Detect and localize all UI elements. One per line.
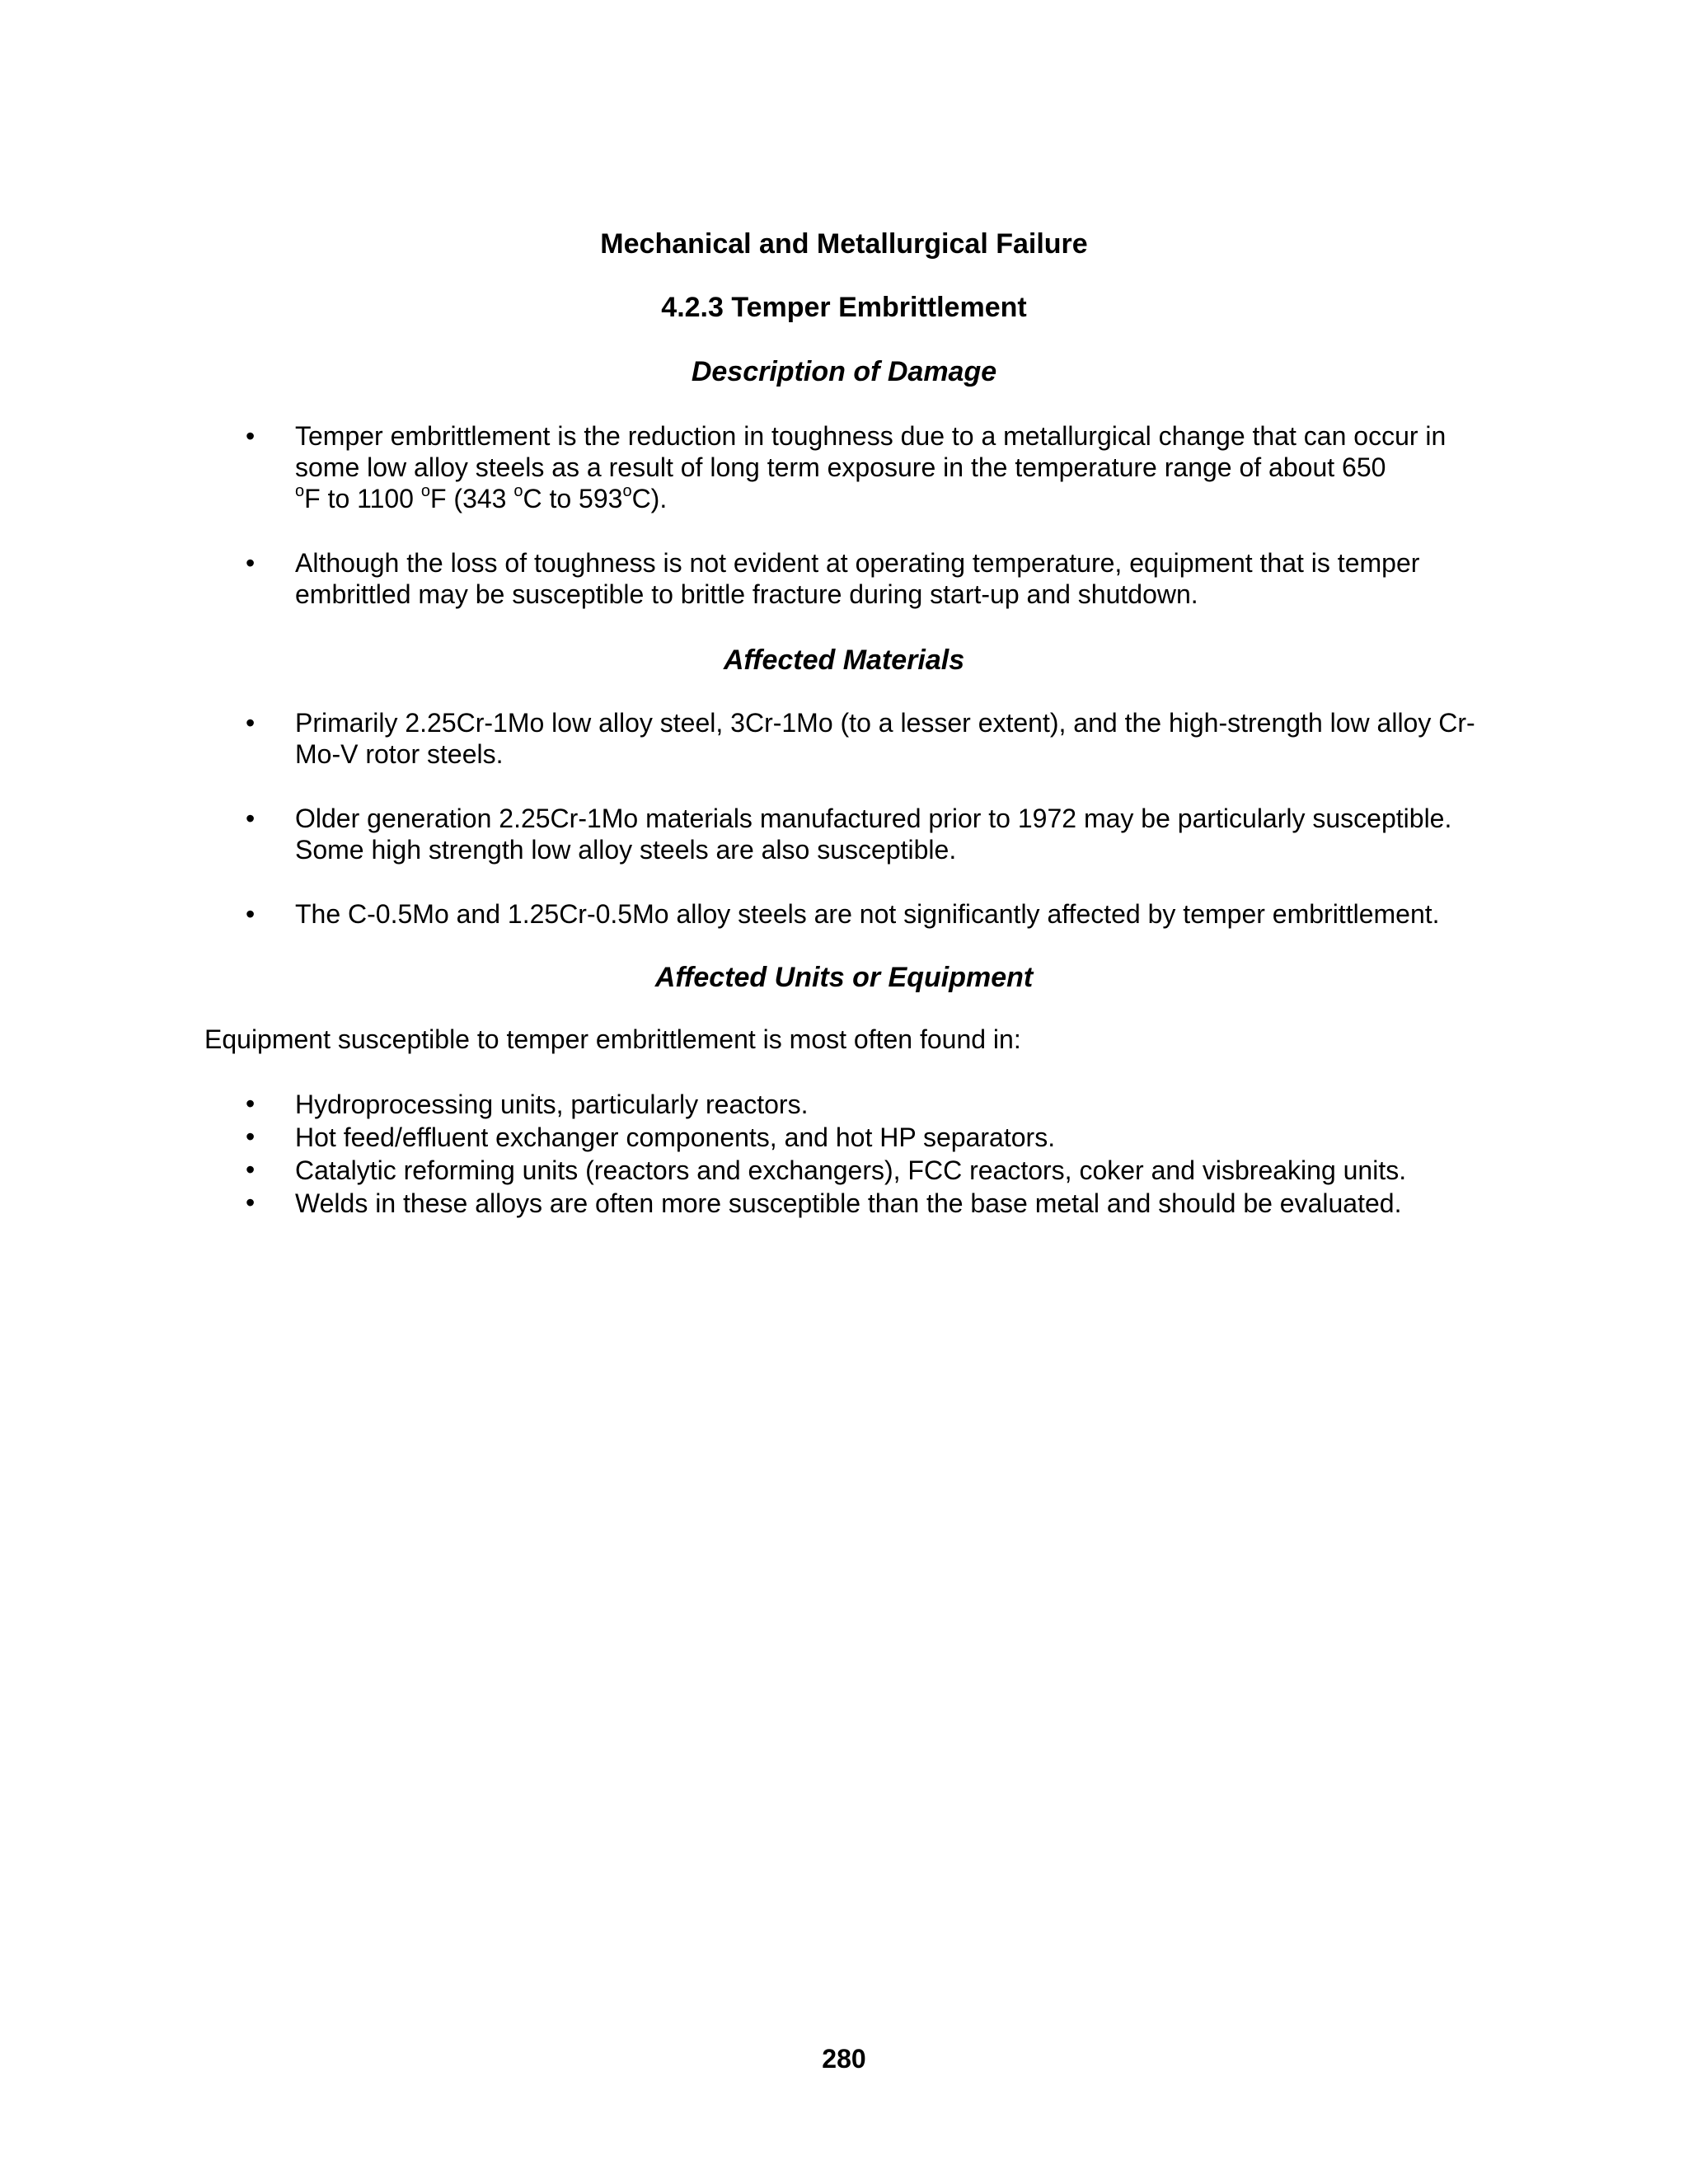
list-item [204, 1088, 1490, 1121]
bullet-text: Older generation 2.25Cr-1Mo materials manufactured prior to 1972 may be particularly susceptible. Some high strength low alloy steels are also susceptible. [295, 804, 1452, 865]
list-item [204, 420, 1490, 514]
bullet-text: Hot feed/effluent exchanger components, and hot HP separators. [295, 1122, 1056, 1152]
page-number: 280 [822, 2044, 866, 2074]
subheading-affected-materials: Affected Materials [723, 644, 965, 676]
degree-superscript: o [295, 482, 305, 500]
bullet-icon: • [246, 1089, 256, 1118]
bullet-icon: • [246, 804, 256, 833]
bullet-text: Although the loss of toughness is not evident at operating temperature, equipment that is temper embrittled may be susceptible to brittle fracture during start-up and shutdown. [295, 548, 1420, 609]
bullet-text: Primarily 2.25Cr-1Mo low alloy steel, 3Cr-1Mo (to a lesser extent), and the high-strength low alloy Cr- Mo-V rotor steels. [295, 708, 1475, 769]
bullet-icon: • [246, 708, 256, 738]
list-item [204, 1121, 1490, 1154]
equipment-intro-text: Equipment susceptible to temper embrittlement is most often found in: [204, 1024, 1021, 1054]
degree-superscript: o [622, 482, 632, 500]
text-segment: Temper embrittlement is the reduction in toughness due to a metallurgical change that can occur in some low alloy steels as a result of long term exposure in the temperature range of about 650 [295, 421, 1447, 482]
chapter-title: Mechanical and Metallurgical Failure [600, 228, 1088, 260]
bullet-text: Catalytic reforming units (reactors and exchangers), FCC reactors, coker and visbreaking units. [295, 1155, 1407, 1185]
subheading-description-of-damage: Description of Damage [691, 356, 997, 387]
bullet-text [295, 420, 1490, 514]
bullet-text: Hydroprocessing units, particularly reactors. [295, 1090, 809, 1119]
bullet-icon: • [246, 899, 256, 929]
section-title: 4.2.3 Temper Embrittlement [661, 292, 1027, 323]
text-segment: C to 593 [523, 484, 623, 513]
text-segment: C). [631, 484, 668, 513]
materials-bullet-3 [204, 898, 1490, 930]
subheading-affected-units: Affected Units or Equipment [654, 962, 1034, 993]
materials-bullet-2 [204, 803, 1490, 865]
bullet-icon: • [246, 1188, 256, 1217]
equipment-bullet-list [204, 1088, 1490, 1220]
list-item [204, 898, 1490, 930]
bullet-text: Welds in these alloys are often more susceptible than the base metal and should be evaluated. [295, 1188, 1402, 1218]
bullet-icon: • [246, 548, 256, 578]
degree-superscript: o [420, 482, 430, 500]
bullet-icon: • [246, 1122, 256, 1151]
description-bullet-list-2 [204, 547, 1490, 610]
degree-superscript: o [513, 482, 523, 500]
bullet-text: The C-0.5Mo and 1.25Cr-0.5Mo alloy steels are not significantly affected by temper embrittlement. [295, 899, 1440, 929]
list-item [204, 803, 1490, 865]
list-item [204, 547, 1490, 610]
text-segment: F (343 [429, 484, 514, 513]
list-item [204, 1154, 1490, 1187]
bullet-icon: • [246, 421, 256, 451]
list-item [204, 1187, 1490, 1220]
materials-bullet-1 [204, 707, 1490, 770]
list-item [204, 707, 1490, 770]
description-bullet-list [204, 420, 1490, 514]
text-segment: F to 1100 [304, 484, 421, 513]
bullet-icon: • [246, 1155, 256, 1184]
